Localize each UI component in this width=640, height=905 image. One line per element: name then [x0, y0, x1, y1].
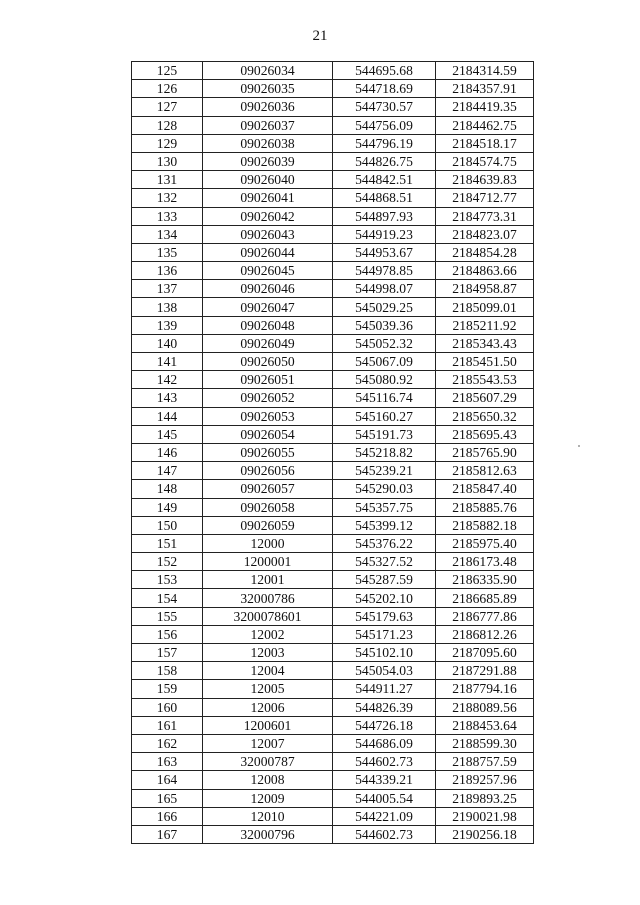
y-coordinate-cell: 2185451.50 — [436, 353, 534, 371]
x-coordinate-cell: 544826.39 — [333, 698, 436, 716]
point-number-cell: 152 — [132, 553, 203, 571]
x-coordinate-cell: 545327.52 — [333, 553, 436, 571]
scan-speck — [578, 445, 580, 447]
table-row — [132, 134, 534, 152]
x-coordinate-cell: 545039.36 — [333, 316, 436, 334]
point-number-cell: 165 — [132, 789, 203, 807]
x-coordinate-cell: 544756.09 — [333, 116, 436, 134]
point-code-cell: 12000 — [203, 534, 333, 552]
point-code-cell: 12008 — [203, 771, 333, 789]
x-coordinate-cell: 545357.75 — [333, 498, 436, 516]
point-code-cell: 09026054 — [203, 425, 333, 443]
point-number-cell: 143 — [132, 389, 203, 407]
y-coordinate-cell: 2184462.75 — [436, 116, 534, 134]
x-coordinate-cell: 544005.54 — [333, 789, 436, 807]
x-coordinate-cell: 544602.73 — [333, 825, 436, 843]
y-coordinate-cell: 2184419.35 — [436, 98, 534, 116]
point-number-cell: 153 — [132, 571, 203, 589]
table-body — [132, 62, 534, 844]
x-coordinate-cell: 545191.73 — [333, 425, 436, 443]
point-number-cell: 129 — [132, 134, 203, 152]
x-coordinate-cell: 544718.69 — [333, 80, 436, 98]
table-row — [132, 262, 534, 280]
table-row — [132, 371, 534, 389]
point-code-cell: 09026046 — [203, 280, 333, 298]
point-code-cell: 09026039 — [203, 152, 333, 170]
point-code-cell: 09026035 — [203, 80, 333, 98]
x-coordinate-cell: 545029.25 — [333, 298, 436, 316]
table-row — [132, 98, 534, 116]
y-coordinate-cell: 2184854.28 — [436, 243, 534, 261]
point-code-cell: 09026038 — [203, 134, 333, 152]
point-code-cell: 3200078601 — [203, 607, 333, 625]
point-number-cell: 135 — [132, 243, 203, 261]
point-code-cell: 12002 — [203, 625, 333, 643]
y-coordinate-cell: 2184314.59 — [436, 62, 534, 80]
table-row — [132, 207, 534, 225]
point-code-cell: 09026034 — [203, 62, 333, 80]
table-row — [132, 480, 534, 498]
point-number-cell: 127 — [132, 98, 203, 116]
x-coordinate-cell: 544826.75 — [333, 152, 436, 170]
point-number-cell: 130 — [132, 152, 203, 170]
table-row — [132, 625, 534, 643]
x-coordinate-cell: 544686.09 — [333, 734, 436, 752]
y-coordinate-cell: 2184773.31 — [436, 207, 534, 225]
table-row — [132, 189, 534, 207]
point-number-cell: 157 — [132, 644, 203, 662]
point-code-cell: 12001 — [203, 571, 333, 589]
point-number-cell: 162 — [132, 734, 203, 752]
x-coordinate-cell: 545054.03 — [333, 662, 436, 680]
y-coordinate-cell: 2185343.43 — [436, 334, 534, 352]
y-coordinate-cell: 2188599.30 — [436, 734, 534, 752]
page-number: 21 — [312, 28, 328, 44]
point-number-cell: 154 — [132, 589, 203, 607]
y-coordinate-cell: 2185765.90 — [436, 443, 534, 461]
point-code-cell: 12006 — [203, 698, 333, 716]
point-code-cell: 12003 — [203, 644, 333, 662]
point-number-cell: 134 — [132, 225, 203, 243]
table-row — [132, 644, 534, 662]
table-row — [132, 353, 534, 371]
table-row — [132, 825, 534, 843]
x-coordinate-cell: 545290.03 — [333, 480, 436, 498]
table-row — [132, 516, 534, 534]
y-coordinate-cell: 2185607.29 — [436, 389, 534, 407]
point-number-cell: 142 — [132, 371, 203, 389]
y-coordinate-cell: 2184712.77 — [436, 189, 534, 207]
table-row — [132, 425, 534, 443]
x-coordinate-cell: 544953.67 — [333, 243, 436, 261]
x-coordinate-cell: 545218.82 — [333, 443, 436, 461]
y-coordinate-cell: 2190256.18 — [436, 825, 534, 843]
y-coordinate-cell: 2185882.18 — [436, 516, 534, 534]
x-coordinate-cell: 545102.10 — [333, 644, 436, 662]
x-coordinate-cell: 545287.59 — [333, 571, 436, 589]
point-code-cell: 09026048 — [203, 316, 333, 334]
point-number-cell: 158 — [132, 662, 203, 680]
table-row — [132, 462, 534, 480]
point-code-cell: 32000787 — [203, 753, 333, 771]
point-code-cell: 09026040 — [203, 171, 333, 189]
y-coordinate-cell: 2187794.16 — [436, 680, 534, 698]
table-row — [132, 334, 534, 352]
point-number-cell: 164 — [132, 771, 203, 789]
table-row — [132, 298, 534, 316]
point-number-cell: 136 — [132, 262, 203, 280]
table-row — [132, 680, 534, 698]
point-number-cell: 132 — [132, 189, 203, 207]
x-coordinate-cell: 544602.73 — [333, 753, 436, 771]
y-coordinate-cell: 2188089.56 — [436, 698, 534, 716]
y-coordinate-cell: 2185099.01 — [436, 298, 534, 316]
point-number-cell: 166 — [132, 807, 203, 825]
x-coordinate-cell: 544911.27 — [333, 680, 436, 698]
point-code-cell: 12004 — [203, 662, 333, 680]
point-code-cell: 09026047 — [203, 298, 333, 316]
x-coordinate-cell: 545171.23 — [333, 625, 436, 643]
table-row — [132, 316, 534, 334]
point-code-cell: 32000786 — [203, 589, 333, 607]
point-code-cell: 09026059 — [203, 516, 333, 534]
y-coordinate-cell: 2184958.87 — [436, 280, 534, 298]
table-row — [132, 807, 534, 825]
y-coordinate-cell: 2188453.64 — [436, 716, 534, 734]
y-coordinate-cell: 2190021.98 — [436, 807, 534, 825]
table-row — [132, 116, 534, 134]
y-coordinate-cell: 2184518.17 — [436, 134, 534, 152]
point-number-cell: 155 — [132, 607, 203, 625]
point-number-cell: 160 — [132, 698, 203, 716]
x-coordinate-cell: 545160.27 — [333, 407, 436, 425]
point-code-cell: 1200601 — [203, 716, 333, 734]
y-coordinate-cell: 2185543.53 — [436, 371, 534, 389]
y-coordinate-cell: 2184574.75 — [436, 152, 534, 170]
x-coordinate-cell: 544842.51 — [333, 171, 436, 189]
y-coordinate-cell: 2184823.07 — [436, 225, 534, 243]
y-coordinate-cell: 2184639.83 — [436, 171, 534, 189]
point-code-cell: 09026037 — [203, 116, 333, 134]
x-coordinate-cell: 544998.07 — [333, 280, 436, 298]
y-coordinate-cell: 2185885.76 — [436, 498, 534, 516]
point-number-cell: 148 — [132, 480, 203, 498]
table-row — [132, 534, 534, 552]
point-code-cell: 09026056 — [203, 462, 333, 480]
table-row — [132, 716, 534, 734]
point-code-cell: 12007 — [203, 734, 333, 752]
x-coordinate-cell: 544868.51 — [333, 189, 436, 207]
point-code-cell: 09026053 — [203, 407, 333, 425]
y-coordinate-cell: 2184357.91 — [436, 80, 534, 98]
x-coordinate-cell: 544796.19 — [333, 134, 436, 152]
point-code-cell: 12005 — [203, 680, 333, 698]
point-number-cell: 140 — [132, 334, 203, 352]
table-row — [132, 553, 534, 571]
y-coordinate-cell: 2186812.26 — [436, 625, 534, 643]
table-row — [132, 443, 534, 461]
x-coordinate-cell: 544339.21 — [333, 771, 436, 789]
x-coordinate-cell: 545052.32 — [333, 334, 436, 352]
x-coordinate-cell: 544978.85 — [333, 262, 436, 280]
point-number-cell: 163 — [132, 753, 203, 771]
y-coordinate-cell: 2185812.63 — [436, 462, 534, 480]
x-coordinate-cell: 545376.22 — [333, 534, 436, 552]
point-number-cell: 126 — [132, 80, 203, 98]
point-number-cell: 144 — [132, 407, 203, 425]
point-code-cell: 12010 — [203, 807, 333, 825]
y-coordinate-cell: 2188757.59 — [436, 753, 534, 771]
table-row — [132, 789, 534, 807]
point-number-cell: 128 — [132, 116, 203, 134]
point-number-cell: 141 — [132, 353, 203, 371]
y-coordinate-cell: 2185650.32 — [436, 407, 534, 425]
y-coordinate-cell: 2185211.92 — [436, 316, 534, 334]
table-row — [132, 243, 534, 261]
table-row — [132, 62, 534, 80]
y-coordinate-cell: 2186335.90 — [436, 571, 534, 589]
point-number-cell: 151 — [132, 534, 203, 552]
x-coordinate-cell: 545080.92 — [333, 371, 436, 389]
point-number-cell: 137 — [132, 280, 203, 298]
table-row — [132, 698, 534, 716]
x-coordinate-cell: 545399.12 — [333, 516, 436, 534]
point-number-cell: 146 — [132, 443, 203, 461]
table-row — [132, 80, 534, 98]
x-coordinate-cell: 544730.57 — [333, 98, 436, 116]
table-row — [132, 225, 534, 243]
y-coordinate-cell: 2187095.60 — [436, 644, 534, 662]
point-code-cell: 32000796 — [203, 825, 333, 843]
point-code-cell: 09026051 — [203, 371, 333, 389]
y-coordinate-cell: 2185975.40 — [436, 534, 534, 552]
table-row — [132, 171, 534, 189]
x-coordinate-cell: 544726.18 — [333, 716, 436, 734]
point-code-cell: 09026049 — [203, 334, 333, 352]
table-row — [132, 771, 534, 789]
table-row — [132, 607, 534, 625]
point-number-cell: 159 — [132, 680, 203, 698]
point-code-cell: 09026036 — [203, 98, 333, 116]
point-number-cell: 145 — [132, 425, 203, 443]
x-coordinate-cell: 545202.10 — [333, 589, 436, 607]
y-coordinate-cell: 2186777.86 — [436, 607, 534, 625]
table-row — [132, 589, 534, 607]
y-coordinate-cell: 2184863.66 — [436, 262, 534, 280]
point-number-cell: 125 — [132, 62, 203, 80]
point-code-cell: 12009 — [203, 789, 333, 807]
point-number-cell: 161 — [132, 716, 203, 734]
table-row — [132, 571, 534, 589]
point-code-cell: 09026044 — [203, 243, 333, 261]
point-code-cell: 09026045 — [203, 262, 333, 280]
point-code-cell: 1200001 — [203, 553, 333, 571]
y-coordinate-cell: 2186685.89 — [436, 589, 534, 607]
point-number-cell: 139 — [132, 316, 203, 334]
point-code-cell: 09026050 — [203, 353, 333, 371]
x-coordinate-cell: 545179.63 — [333, 607, 436, 625]
point-number-cell: 149 — [132, 498, 203, 516]
x-coordinate-cell: 544897.93 — [333, 207, 436, 225]
y-coordinate-cell: 2189257.96 — [436, 771, 534, 789]
point-number-cell: 156 — [132, 625, 203, 643]
x-coordinate-cell: 544221.09 — [333, 807, 436, 825]
table-row — [132, 280, 534, 298]
table-row — [132, 152, 534, 170]
point-code-cell: 09026042 — [203, 207, 333, 225]
y-coordinate-cell: 2185847.40 — [436, 480, 534, 498]
table-row — [132, 753, 534, 771]
coordinates-table — [131, 61, 534, 844]
point-code-cell: 09026043 — [203, 225, 333, 243]
point-number-cell: 150 — [132, 516, 203, 534]
point-code-cell: 09026057 — [203, 480, 333, 498]
point-code-cell: 09026052 — [203, 389, 333, 407]
table-row — [132, 498, 534, 516]
y-coordinate-cell: 2185695.43 — [436, 425, 534, 443]
point-number-cell: 133 — [132, 207, 203, 225]
point-code-cell: 09026055 — [203, 443, 333, 461]
point-number-cell: 138 — [132, 298, 203, 316]
table-row — [132, 389, 534, 407]
x-coordinate-cell: 545239.21 — [333, 462, 436, 480]
table-row — [132, 662, 534, 680]
table-row — [132, 407, 534, 425]
point-number-cell: 147 — [132, 462, 203, 480]
point-code-cell: 09026041 — [203, 189, 333, 207]
x-coordinate-cell: 544695.68 — [333, 62, 436, 80]
y-coordinate-cell: 2186173.48 — [436, 553, 534, 571]
x-coordinate-cell: 544919.23 — [333, 225, 436, 243]
point-number-cell: 131 — [132, 171, 203, 189]
point-number-cell: 167 — [132, 825, 203, 843]
y-coordinate-cell: 2189893.25 — [436, 789, 534, 807]
x-coordinate-cell: 545116.74 — [333, 389, 436, 407]
y-coordinate-cell: 2187291.88 — [436, 662, 534, 680]
table-row — [132, 734, 534, 752]
x-coordinate-cell: 545067.09 — [333, 353, 436, 371]
point-code-cell: 09026058 — [203, 498, 333, 516]
